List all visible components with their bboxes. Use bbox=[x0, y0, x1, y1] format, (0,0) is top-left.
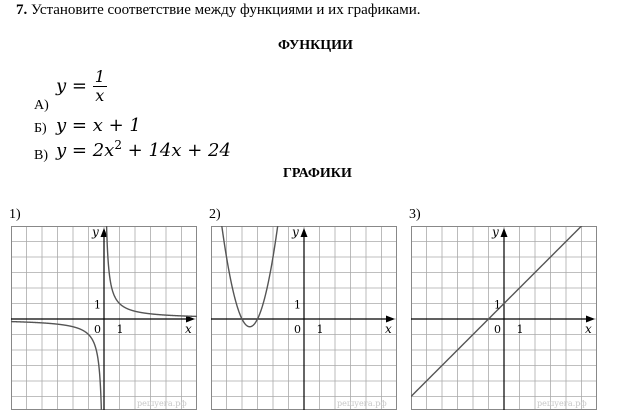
graph-1-unit-y-label: 1 bbox=[94, 298, 101, 312]
graph-2-watermark: решуега.рф bbox=[337, 399, 387, 408]
function-c-main: y = 2x bbox=[56, 140, 115, 161]
graph-2-origin-label: 0 bbox=[294, 323, 301, 336]
function-c-tail: + 14x + 24 bbox=[121, 140, 231, 161]
functions-heading: ФУНКЦИИ bbox=[278, 38, 353, 53]
fraction-denominator: x bbox=[95, 86, 105, 105]
graph-1-label: 1) bbox=[9, 207, 21, 222]
graph-2-x-label: x bbox=[385, 322, 392, 336]
graph-3-origin-label: 0 bbox=[494, 323, 501, 336]
graph-3-unit-y-label: 1 bbox=[494, 298, 501, 312]
graph-3-y-label: y bbox=[492, 226, 499, 239]
fraction bbox=[93, 68, 107, 105]
graph-1-axes bbox=[11, 228, 195, 410]
task-statement bbox=[16, 2, 421, 19]
function-a-formula bbox=[56, 68, 107, 105]
task-text: Установите соответствие между функциями и их графиками. bbox=[31, 2, 421, 18]
graph-2 bbox=[211, 226, 397, 410]
graphs-heading: ГРАФИКИ bbox=[283, 166, 352, 181]
graph-3-label: 3) bbox=[409, 207, 421, 222]
graph-1-origin-label: 0 bbox=[94, 323, 101, 336]
graph-1-y-label: y bbox=[92, 226, 99, 239]
task-number: 7. bbox=[16, 2, 28, 18]
graph-1-watermark: решуега.рф bbox=[137, 399, 187, 408]
fraction-numerator: 1 bbox=[94, 67, 105, 86]
function-a-letter: А) bbox=[34, 98, 49, 113]
function-a-lhs: y = bbox=[56, 75, 87, 97]
graph-1-unit-x-label: 1 bbox=[116, 323, 124, 336]
function-c-exponent: 2 bbox=[114, 138, 122, 152]
graph-3-axes bbox=[411, 228, 595, 410]
graph-2-label: 2) bbox=[209, 207, 221, 222]
graph-2-y-label: y bbox=[292, 226, 299, 239]
graph-3-x-label: x bbox=[585, 322, 592, 336]
graph-3-unit-x-label: 1 bbox=[516, 323, 524, 336]
graph-1 bbox=[11, 226, 197, 410]
graph-3-watermark: решуега.рф bbox=[537, 399, 587, 408]
function-b-letter: Б) bbox=[34, 121, 47, 136]
graph-3 bbox=[411, 226, 597, 410]
graph-1-x-label: x bbox=[185, 322, 192, 336]
function-c-letter: В) bbox=[34, 148, 48, 163]
graph-2-unit-y-label: 1 bbox=[294, 298, 301, 312]
graph-2-unit-x-label: 1 bbox=[316, 323, 324, 336]
function-b-formula: y = x + 1 bbox=[56, 115, 141, 136]
function-c-formula bbox=[56, 138, 231, 161]
graph-2-axes bbox=[211, 228, 395, 410]
